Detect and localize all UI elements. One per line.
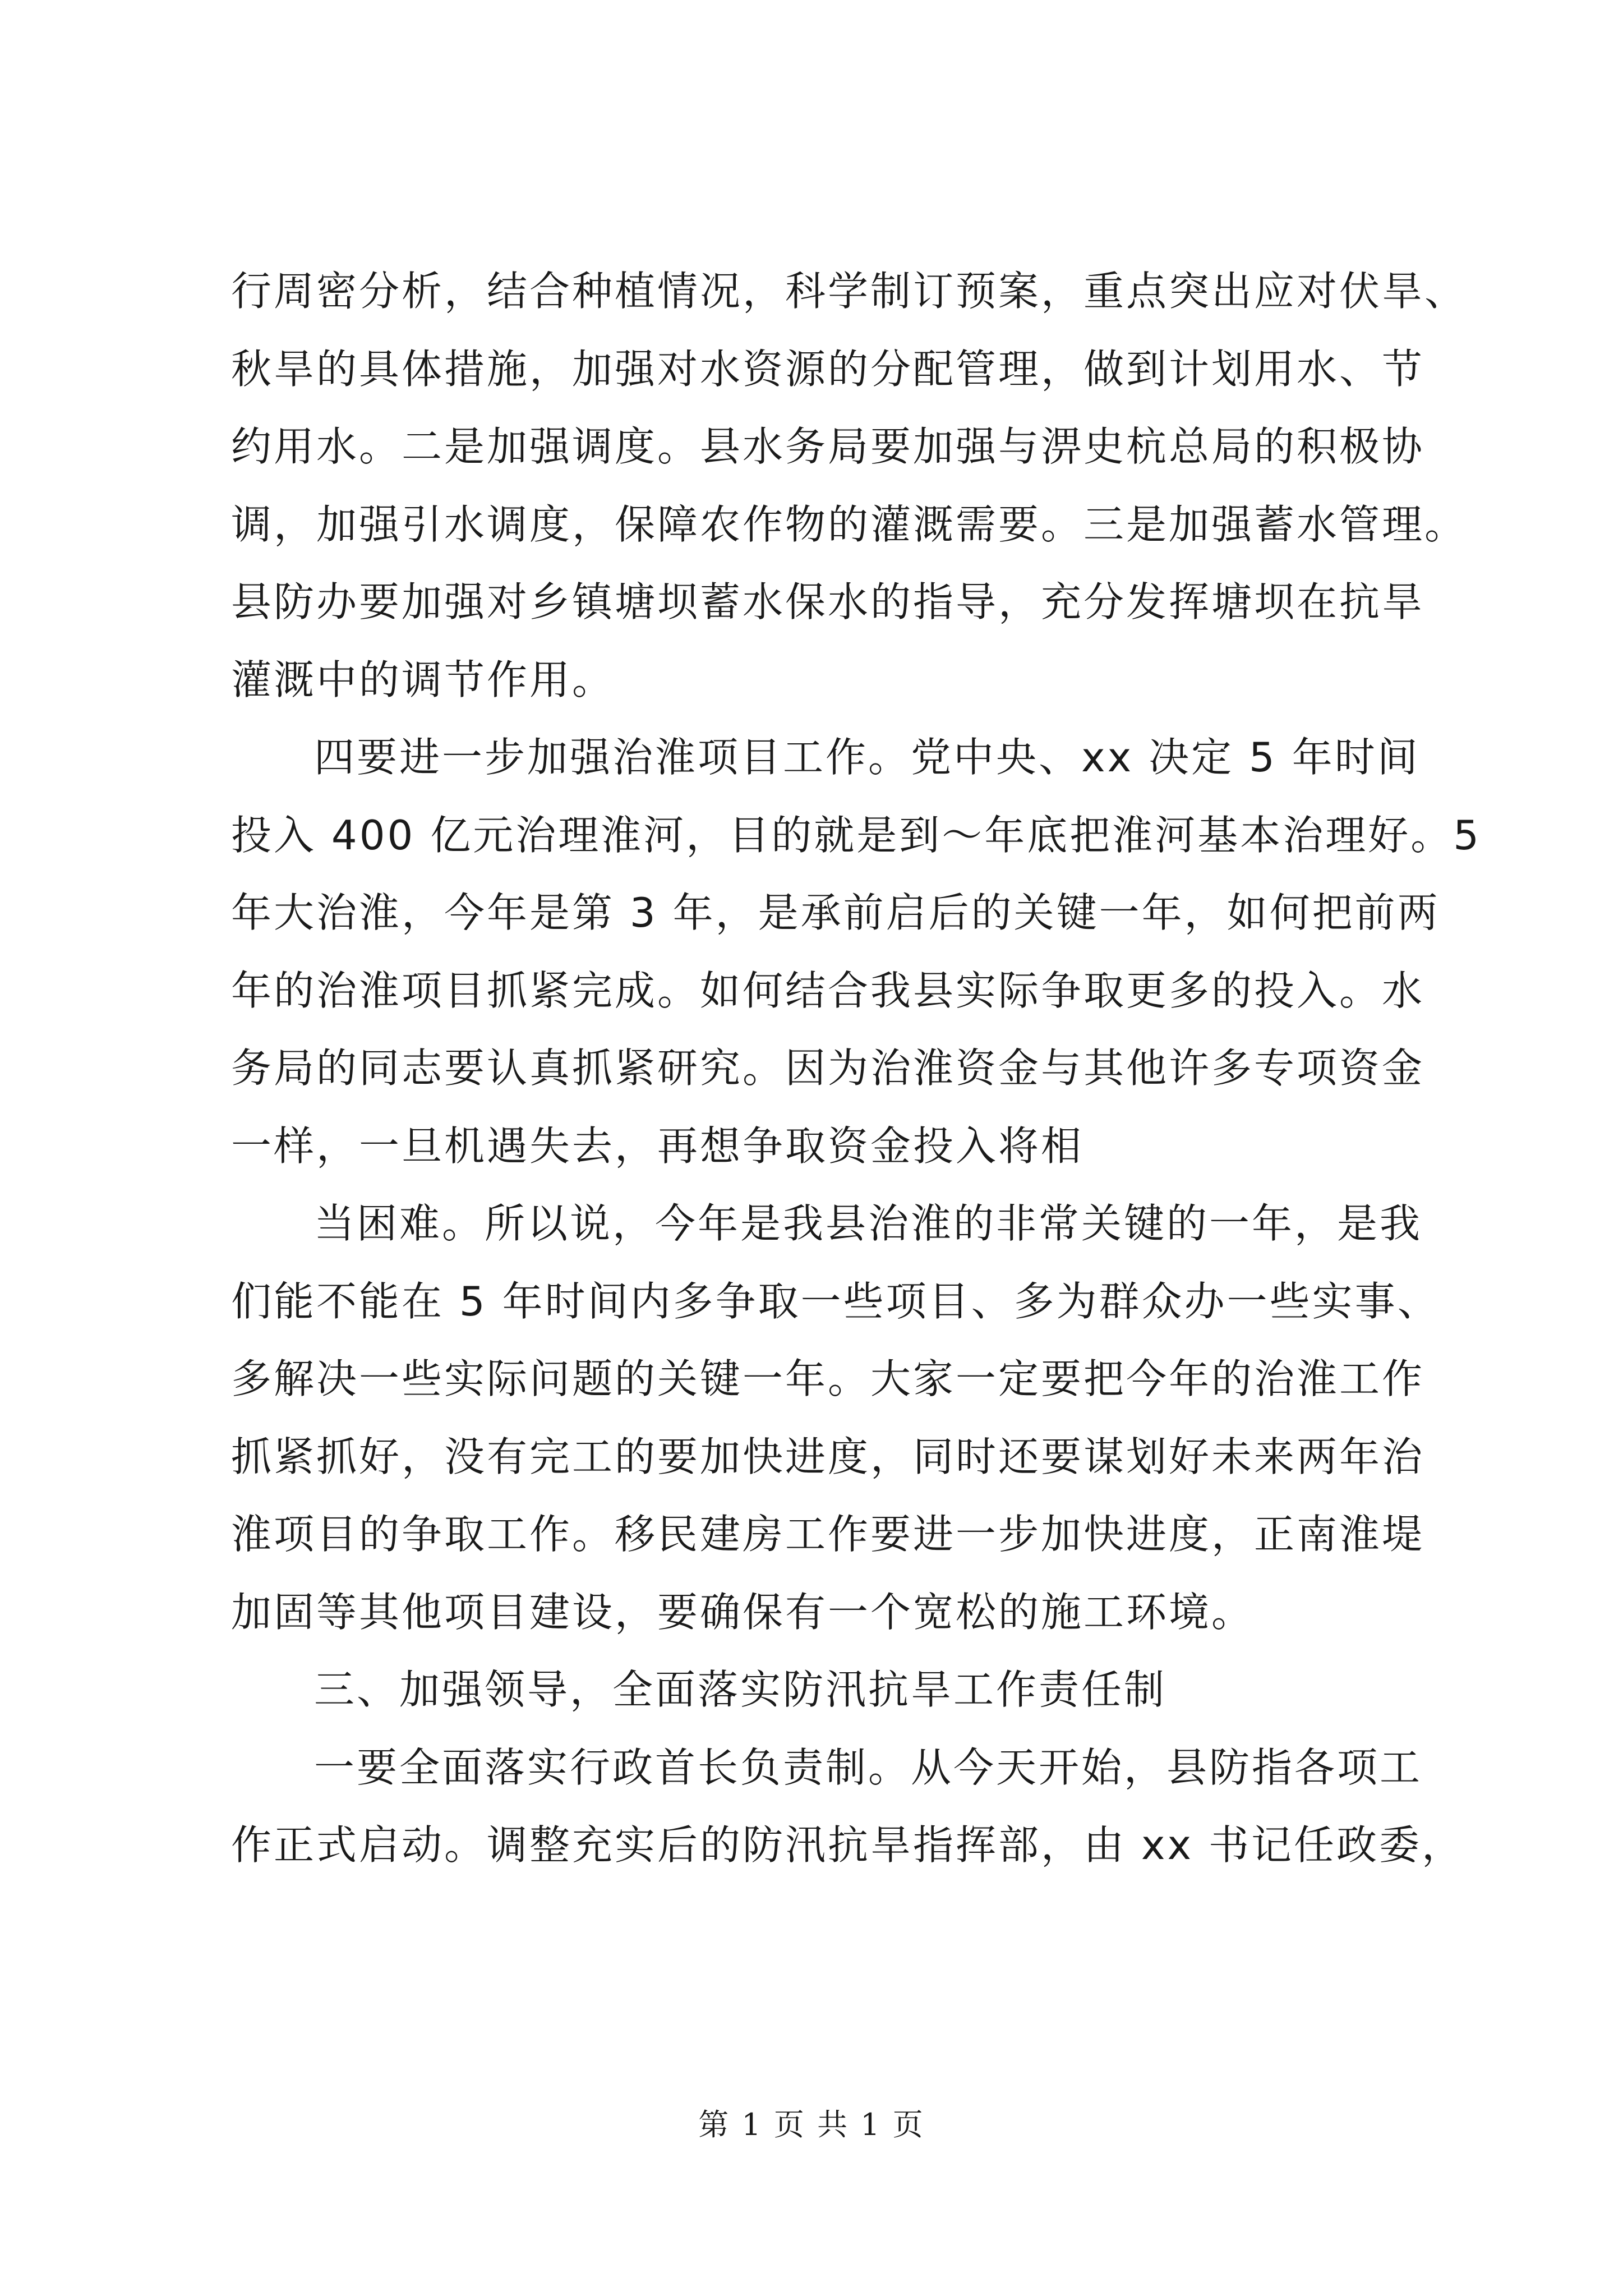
paragraph-line: 抓紧抓好，没有完工的要加快进度，同时还要谋划好未来两年治 bbox=[231, 1433, 1425, 1480]
paragraph-line: 灌溉中的调节作用。 bbox=[231, 656, 615, 703]
paragraph-line: 投入 400 亿元治理淮河，目的就是到～年底把淮河基本治理好。5 bbox=[231, 811, 1482, 859]
page-footer: 第 1 页 共 1 页 bbox=[698, 2107, 925, 2142]
paragraph-line: 一要全面落实行政首长负责制。从今天开始，县防指各项工 bbox=[314, 1743, 1423, 1791]
paragraph-line: 约用水。二是加强调度。县水务局要加强与淠史杭总局的积极协 bbox=[231, 423, 1425, 470]
paragraph-line: 年大治淮，今年是第 3 年，是承前启后的关键一年，如何把前两 bbox=[231, 889, 1440, 936]
paragraph bbox=[231, 252, 1468, 719]
paragraph-line: 加固等其他项目建设，要确保有一个宽松的施工环境。 bbox=[231, 1588, 1255, 1636]
paragraph-line: 三、加强领导，全面落实防汛抗旱工作责任制 bbox=[314, 1666, 1167, 1713]
paragraph bbox=[231, 1185, 1440, 1651]
paragraph-line: 们能不能在 5 年时间内多争取一些项目、多为群众办一些实事、 bbox=[231, 1277, 1440, 1325]
paragraph-line: 四要进一步加强治淮项目工作。党中央、xx 决定 5 年时间 bbox=[314, 734, 1420, 781]
document-body bbox=[231, 252, 1482, 1884]
paragraph-line: 行周密分析，结合种植情况，科学制订预案，重点突出应对伏旱、 bbox=[231, 268, 1468, 315]
paragraph-line: 淮项目的争取工作。移民建房工作要进一步加快进度，正南淮堤 bbox=[231, 1511, 1425, 1558]
paragraph-line: 作正式启动。调整充实后的防汛抗旱指挥部，由 xx 书记任政委， bbox=[231, 1821, 1464, 1869]
paragraph-line: 调，加强引水调度，保障农作物的灌溉需要。三是加强蓄水管理。 bbox=[231, 500, 1468, 548]
paragraph bbox=[231, 719, 1482, 1185]
paragraph-line: 一样，一旦机遇失去，再想争取资金投入将相 bbox=[231, 1122, 1084, 1170]
paragraph-line: 多解决一些实际问题的关键一年。大家一定要把今年的治淮工作 bbox=[231, 1355, 1425, 1402]
paragraph bbox=[231, 1729, 1464, 1884]
paragraph-line: 年的治淮项目抓紧完成。如何结合我县实际争取更多的投入。水 bbox=[231, 967, 1425, 1014]
paragraph-line: 秋旱的具体措施，加强对水资源的分配管理，做到计划用水、节 bbox=[231, 345, 1425, 393]
paragraph-line: 务局的同志要认真抓紧研究。因为治淮资金与其他许多专项资金 bbox=[231, 1045, 1425, 1092]
paragraph-line: 县防办要加强对乡镇塘坝蓄水保水的指导，充分发挥塘坝在抗旱 bbox=[231, 578, 1425, 625]
paragraph-line: 当困难。所以说，今年是我县治淮的非常关键的一年，是我 bbox=[314, 1200, 1423, 1247]
paragraph bbox=[231, 1651, 1414, 1729]
